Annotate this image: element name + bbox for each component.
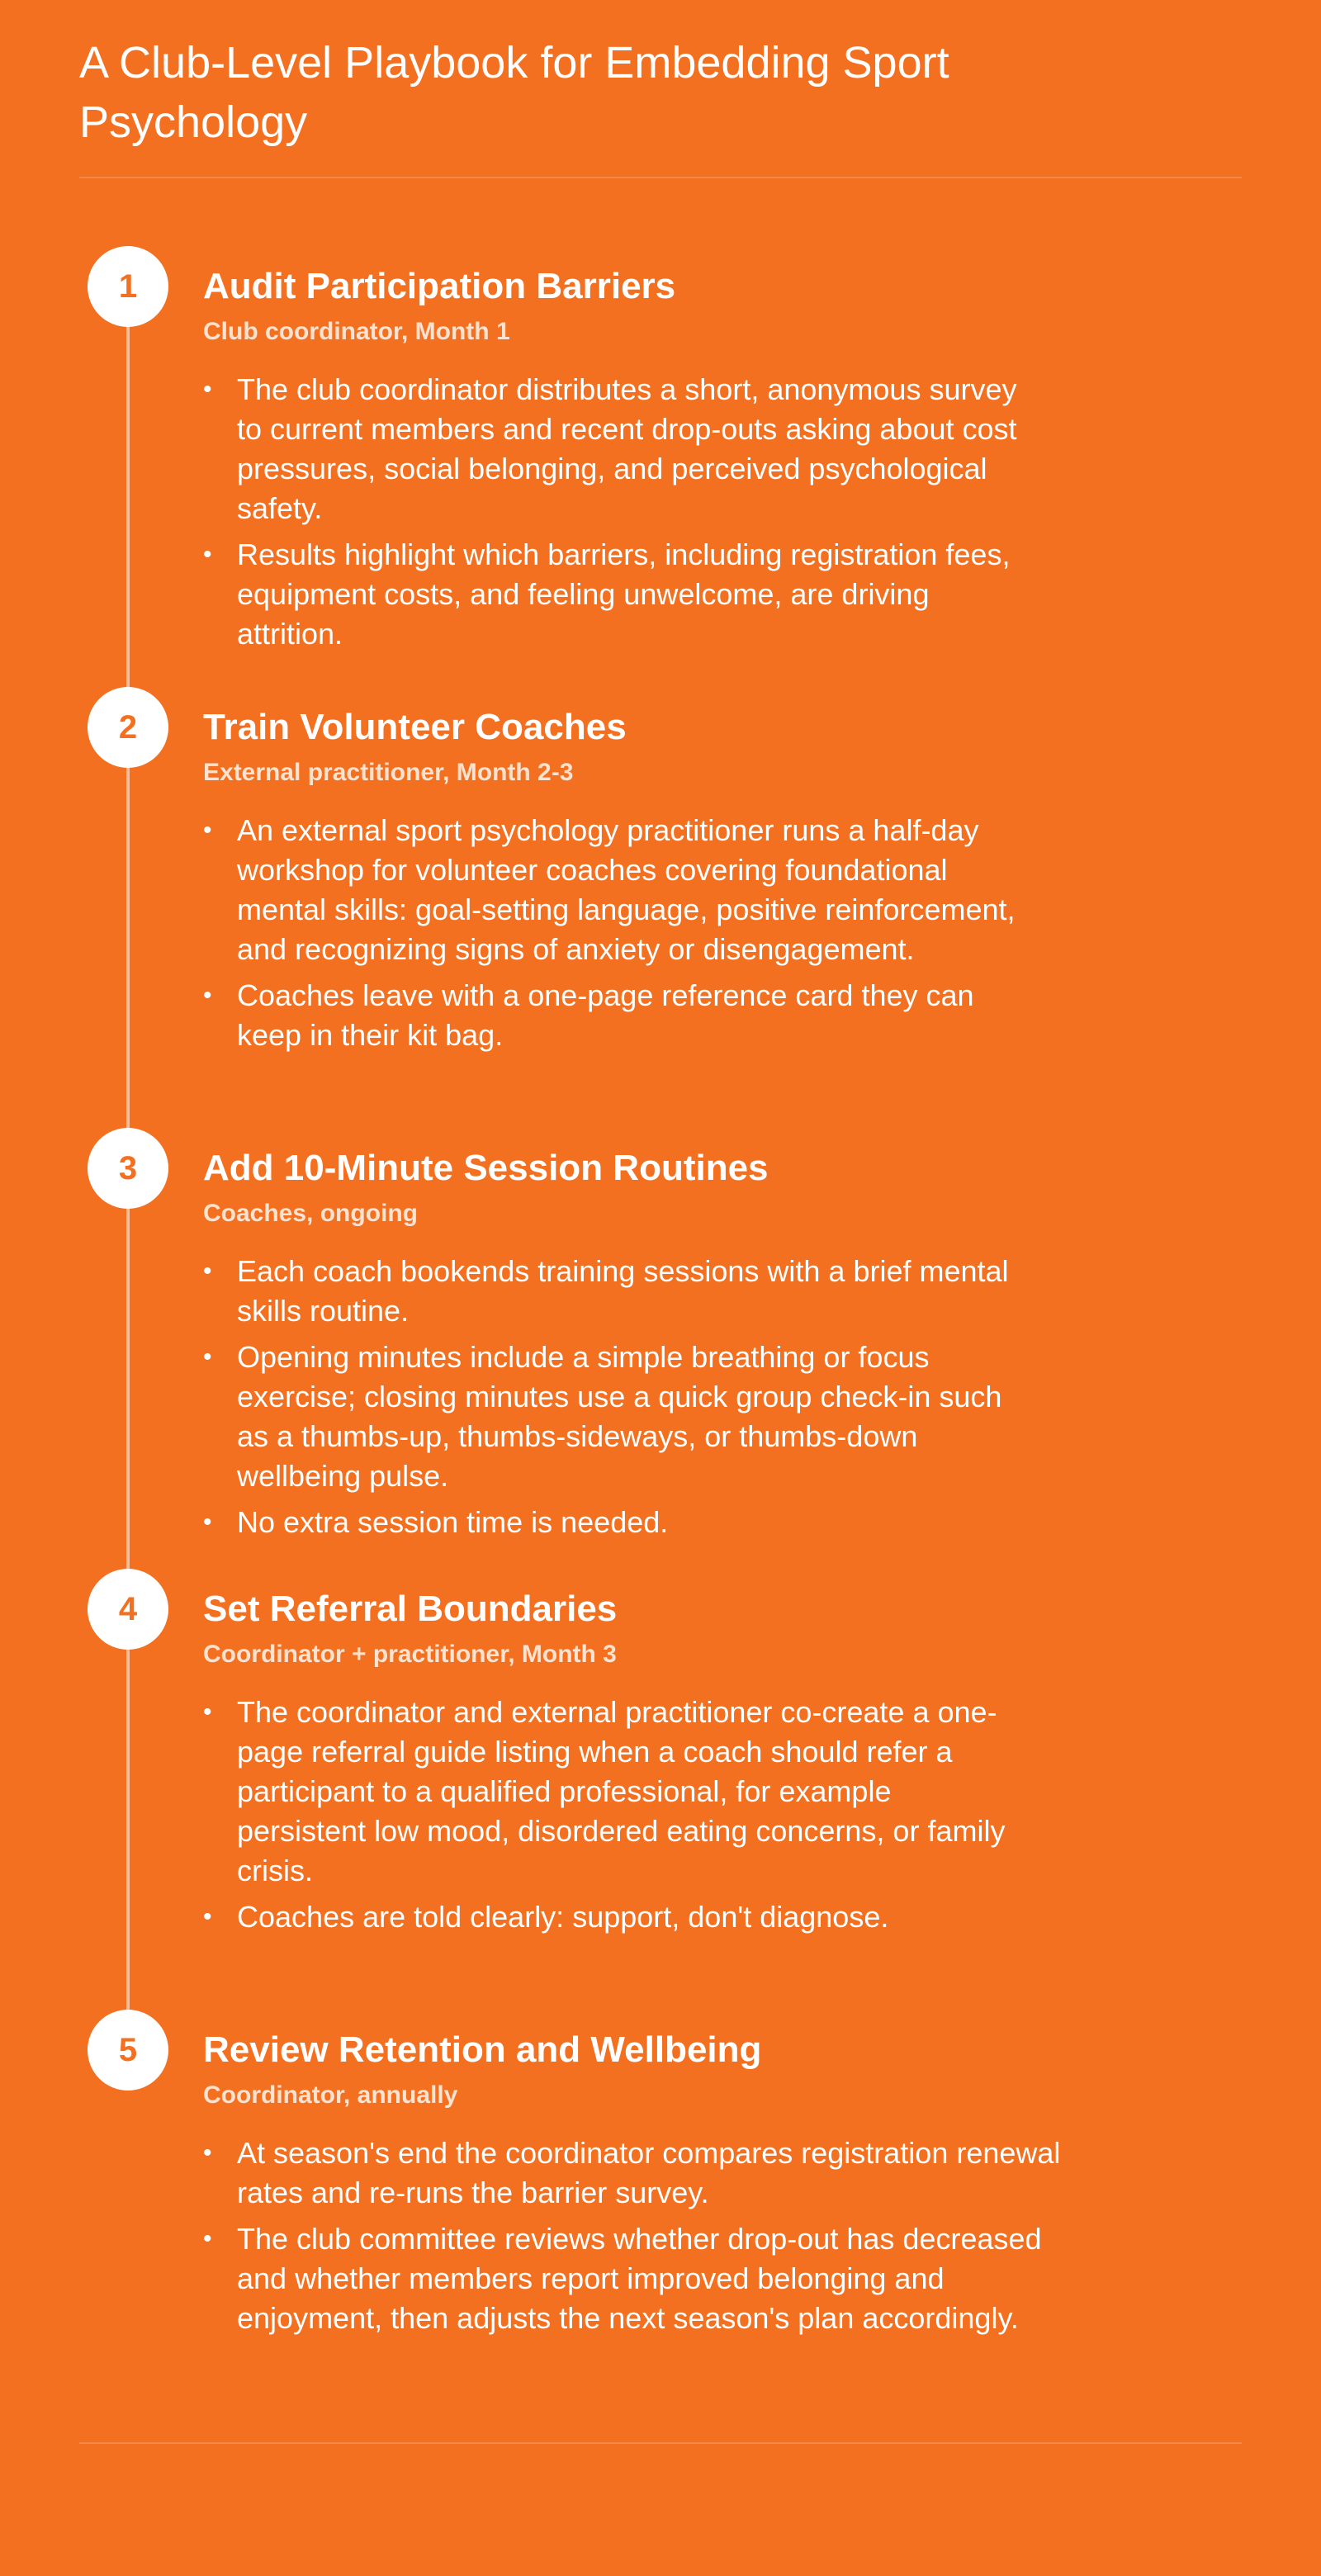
step-owner-timing: External practitioner, Month 2-3 (203, 759, 574, 786)
bullet-icon: • (203, 541, 212, 568)
page-title: A Club-Level Playbook for Embedding Sport Psychology (79, 38, 949, 147)
step-number-badge: 1 (88, 246, 168, 327)
bullet-icon: • (203, 2225, 212, 2252)
step-owner-timing: Coordinator, annually (203, 2081, 458, 2109)
step-number-badge: 3 (88, 1128, 168, 1209)
bullet-icon: • (203, 1343, 212, 1371)
step-number-badge: 4 (88, 1569, 168, 1650)
list-item (203, 370, 1020, 528)
step-owner-timing: Coordinator + practitioner, Month 3 (203, 1641, 617, 1668)
step-owner-timing: Club coordinator, Month 1 (203, 318, 510, 345)
list-item (203, 2133, 1087, 2213)
bullet-icon: • (203, 1903, 212, 1930)
step-number-badge: 5 (88, 2010, 168, 2091)
bullet-text: No extra session time is needed. (237, 1505, 669, 1539)
bullet-text: Opening minutes include a simple breathing or focus exercise; closing minutes use a quick group check-in such as a thumbs-up, thumbs-sideways, or thumbs-down wellbeing pulse. (237, 1340, 1002, 1493)
step-bullet-list (203, 370, 1020, 661)
bullet-icon: • (203, 2139, 212, 2166)
footer-divider (79, 2442, 1242, 2444)
step-title: Add 10-Minute Session Routines (203, 1148, 769, 1188)
bullet-icon: • (203, 1257, 212, 1285)
step-owner-timing: Coaches, ongoing (203, 1200, 419, 1227)
bullet-icon: • (203, 376, 212, 403)
bullet-icon: • (203, 1508, 212, 1536)
list-item (203, 976, 1020, 1055)
bullet-text: Each coach bookends training sessions with a brief mental skills routine. (237, 1254, 1009, 1328)
list-item (203, 1503, 1037, 1542)
bullet-text: Results highlight which barriers, including registration fees, equipment costs, and feeling unwelcome, are driving attrition. (237, 537, 1011, 651)
title-divider (79, 177, 1242, 178)
bullet-text: Coaches leave with a one-page reference card they can keep in their kit bag. (237, 978, 974, 1052)
step-title: Set Referral Boundaries (203, 1589, 618, 1629)
step-bullet-list (203, 1693, 1012, 1944)
step-bullet-list (203, 1252, 1037, 1549)
list-item (203, 811, 1020, 969)
list-item (203, 535, 1020, 654)
bullet-icon: • (203, 1698, 212, 1726)
bullet-text: Coaches are told clearly: support, don't diagnose. (237, 1900, 889, 1934)
bullet-icon: • (203, 982, 212, 1009)
bullet-icon: • (203, 817, 212, 844)
step-number-badge: 2 (88, 687, 168, 768)
step-bullet-list (203, 2133, 1087, 2345)
step-bullet-list (203, 811, 1020, 1062)
list-item (203, 1897, 1012, 1937)
list-item (203, 1693, 1012, 1891)
bullet-text: The club committee reviews whether drop-out has decreased and whether members report improved belonging and enjoyment, then adjusts the next season's plan accordingly. (237, 2222, 1042, 2335)
list-item (203, 2219, 1087, 2338)
list-item (203, 1338, 1037, 1496)
list-item (203, 1252, 1037, 1331)
bullet-text: An external sport psychology practitioner runs a half-day workshop for volunteer coaches covering foundational mental skills: goal-setting language, positive reinforcement, and recognizing signs of anxiety or disengagement. (237, 813, 1016, 966)
bullet-text: The club coordinator distributes a short, anonymous survey to current members and recent drop-outs asking about cost pressures, social belonging, and perceived psychological safety. (237, 372, 1017, 525)
bullet-text: At season's end the coordinator compares registration renewal rates and re-runs the barrier survey. (237, 2136, 1061, 2209)
step-title: Audit Participation Barriers (203, 266, 676, 306)
bullet-text: The coordinator and external practitioner co-create a one-page referral guide listing when a coach should refer a participant to a qualified professional, for example persistent low mood, disordered eating concerns, or family crisis. (237, 1695, 1006, 1887)
step-title: Train Volunteer Coaches (203, 707, 627, 747)
step-title: Review Retention and Wellbeing (203, 2029, 762, 2070)
